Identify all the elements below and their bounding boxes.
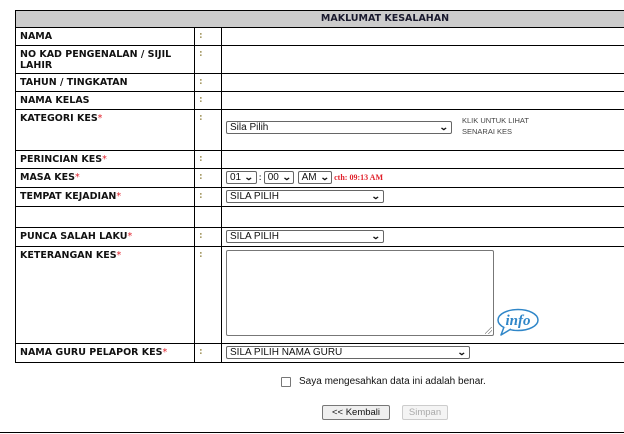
empty-cell [222, 207, 624, 228]
confirm-checkbox[interactable] [281, 377, 291, 387]
punca-select[interactable]: SILA PILIH ⌄ [226, 230, 384, 243]
separator: : [195, 344, 222, 363]
chevron-down-icon: ⌄ [243, 172, 254, 182]
chevron-down-icon: ⌄ [439, 122, 450, 132]
guru-select[interactable]: SILA PILIH NAMA GURU ⌄ [226, 346, 470, 359]
empty-cell [16, 207, 195, 228]
label-tahun: TAHUN / TINGKATAN [16, 74, 195, 92]
resize-handle[interactable] [485, 327, 492, 334]
separator: : [195, 151, 222, 169]
value-no-kad [222, 46, 624, 74]
label-perincian: PERINCIAN KES* [16, 151, 195, 169]
svg-text:info: info [505, 313, 531, 329]
chevron-down-icon: ⌄ [281, 172, 292, 182]
confirm-label: Saya mengesahkan data ini adalah benar. [299, 376, 486, 387]
separator: : [195, 92, 222, 110]
keterangan-textarea[interactable] [226, 250, 494, 336]
label-kategori: KATEGORI KES* [16, 110, 195, 151]
chevron-down-icon: ⌄ [371, 231, 382, 241]
ampm-select[interactable]: AM ⌄ [298, 171, 333, 184]
value-nama-kelas [222, 92, 624, 110]
tempat-select[interactable]: SILA PILIH ⌄ [226, 190, 384, 203]
label-tempat: TEMPAT KEJADIAN* [16, 188, 195, 207]
hour-select[interactable]: 01 ⌄ [226, 171, 257, 184]
confirm-row [281, 376, 486, 387]
separator: : [195, 110, 222, 151]
info-icon[interactable] [496, 308, 540, 339]
label-nama: NAMA [16, 28, 195, 46]
chevron-down-icon: ⌄ [457, 347, 468, 357]
value-nama [222, 28, 624, 46]
form-title: MAKLUMAT KESALAHAN [16, 11, 624, 28]
label-no-kad: NO KAD PENGENALAN / SIJIL LAHIR [16, 46, 195, 74]
separator: : [195, 28, 222, 46]
label-keterangan: KETERANGAN KES* [16, 247, 195, 344]
required-marker: * [97, 113, 103, 124]
chevron-down-icon: ⌄ [319, 172, 330, 182]
separator: : [195, 247, 222, 344]
separator: : [195, 46, 222, 74]
label-nama-kelas: NAMA KELAS [16, 92, 195, 110]
time-example: cth: 09:13 AM [334, 173, 384, 182]
kategori-select[interactable]: Sila Pilih ⌄ [226, 121, 452, 134]
separator: : [195, 169, 222, 188]
empty-cell [195, 207, 222, 228]
back-button[interactable]: << Kembali [322, 405, 390, 420]
value-tahun [222, 74, 624, 92]
minute-select[interactable]: 00 ⌄ [264, 171, 295, 184]
chevron-down-icon: ⌄ [371, 191, 382, 201]
label-masa: MASA KES* [16, 169, 195, 188]
separator: : [195, 188, 222, 207]
value-perincian [222, 151, 624, 169]
save-button[interactable]: Simpan [402, 405, 448, 420]
label-punca: PUNCA SALAH LAKU* [16, 228, 195, 247]
separator: : [195, 228, 222, 247]
divider [0, 432, 624, 433]
incident-form-table: MAKLUMAT KESALAHAN NAMA : NO KAD PENGENALAN / SIJIL LAHIR : TAHUN / TINGKATAN : NAMA KELAS : KATEGORI KES* : Sila Pilih ⌄ KLIK UNTUK LIHAT SENARAI KES PERINCIAN KES* : MASA KES* : 01 ⌄ : 00 ⌄ AM ⌄ cth: 09:13 AM TEMPAT KEJADIAN* : SILA PILIH ⌄ PUNCA SALAH LAKU* : SILA PILIH ⌄ KETERANGAN KES* : info NAMA GURU PELAPOR KES* : SILA PILIH NAMA GURU ⌄ [15, 10, 624, 363]
kategori-list-link[interactable]: KLIK UNTUK LIHAT SENARAI KES [462, 116, 529, 136]
separator: : [195, 74, 222, 92]
label-guru: NAMA GURU PELAPOR KES* [16, 344, 195, 363]
